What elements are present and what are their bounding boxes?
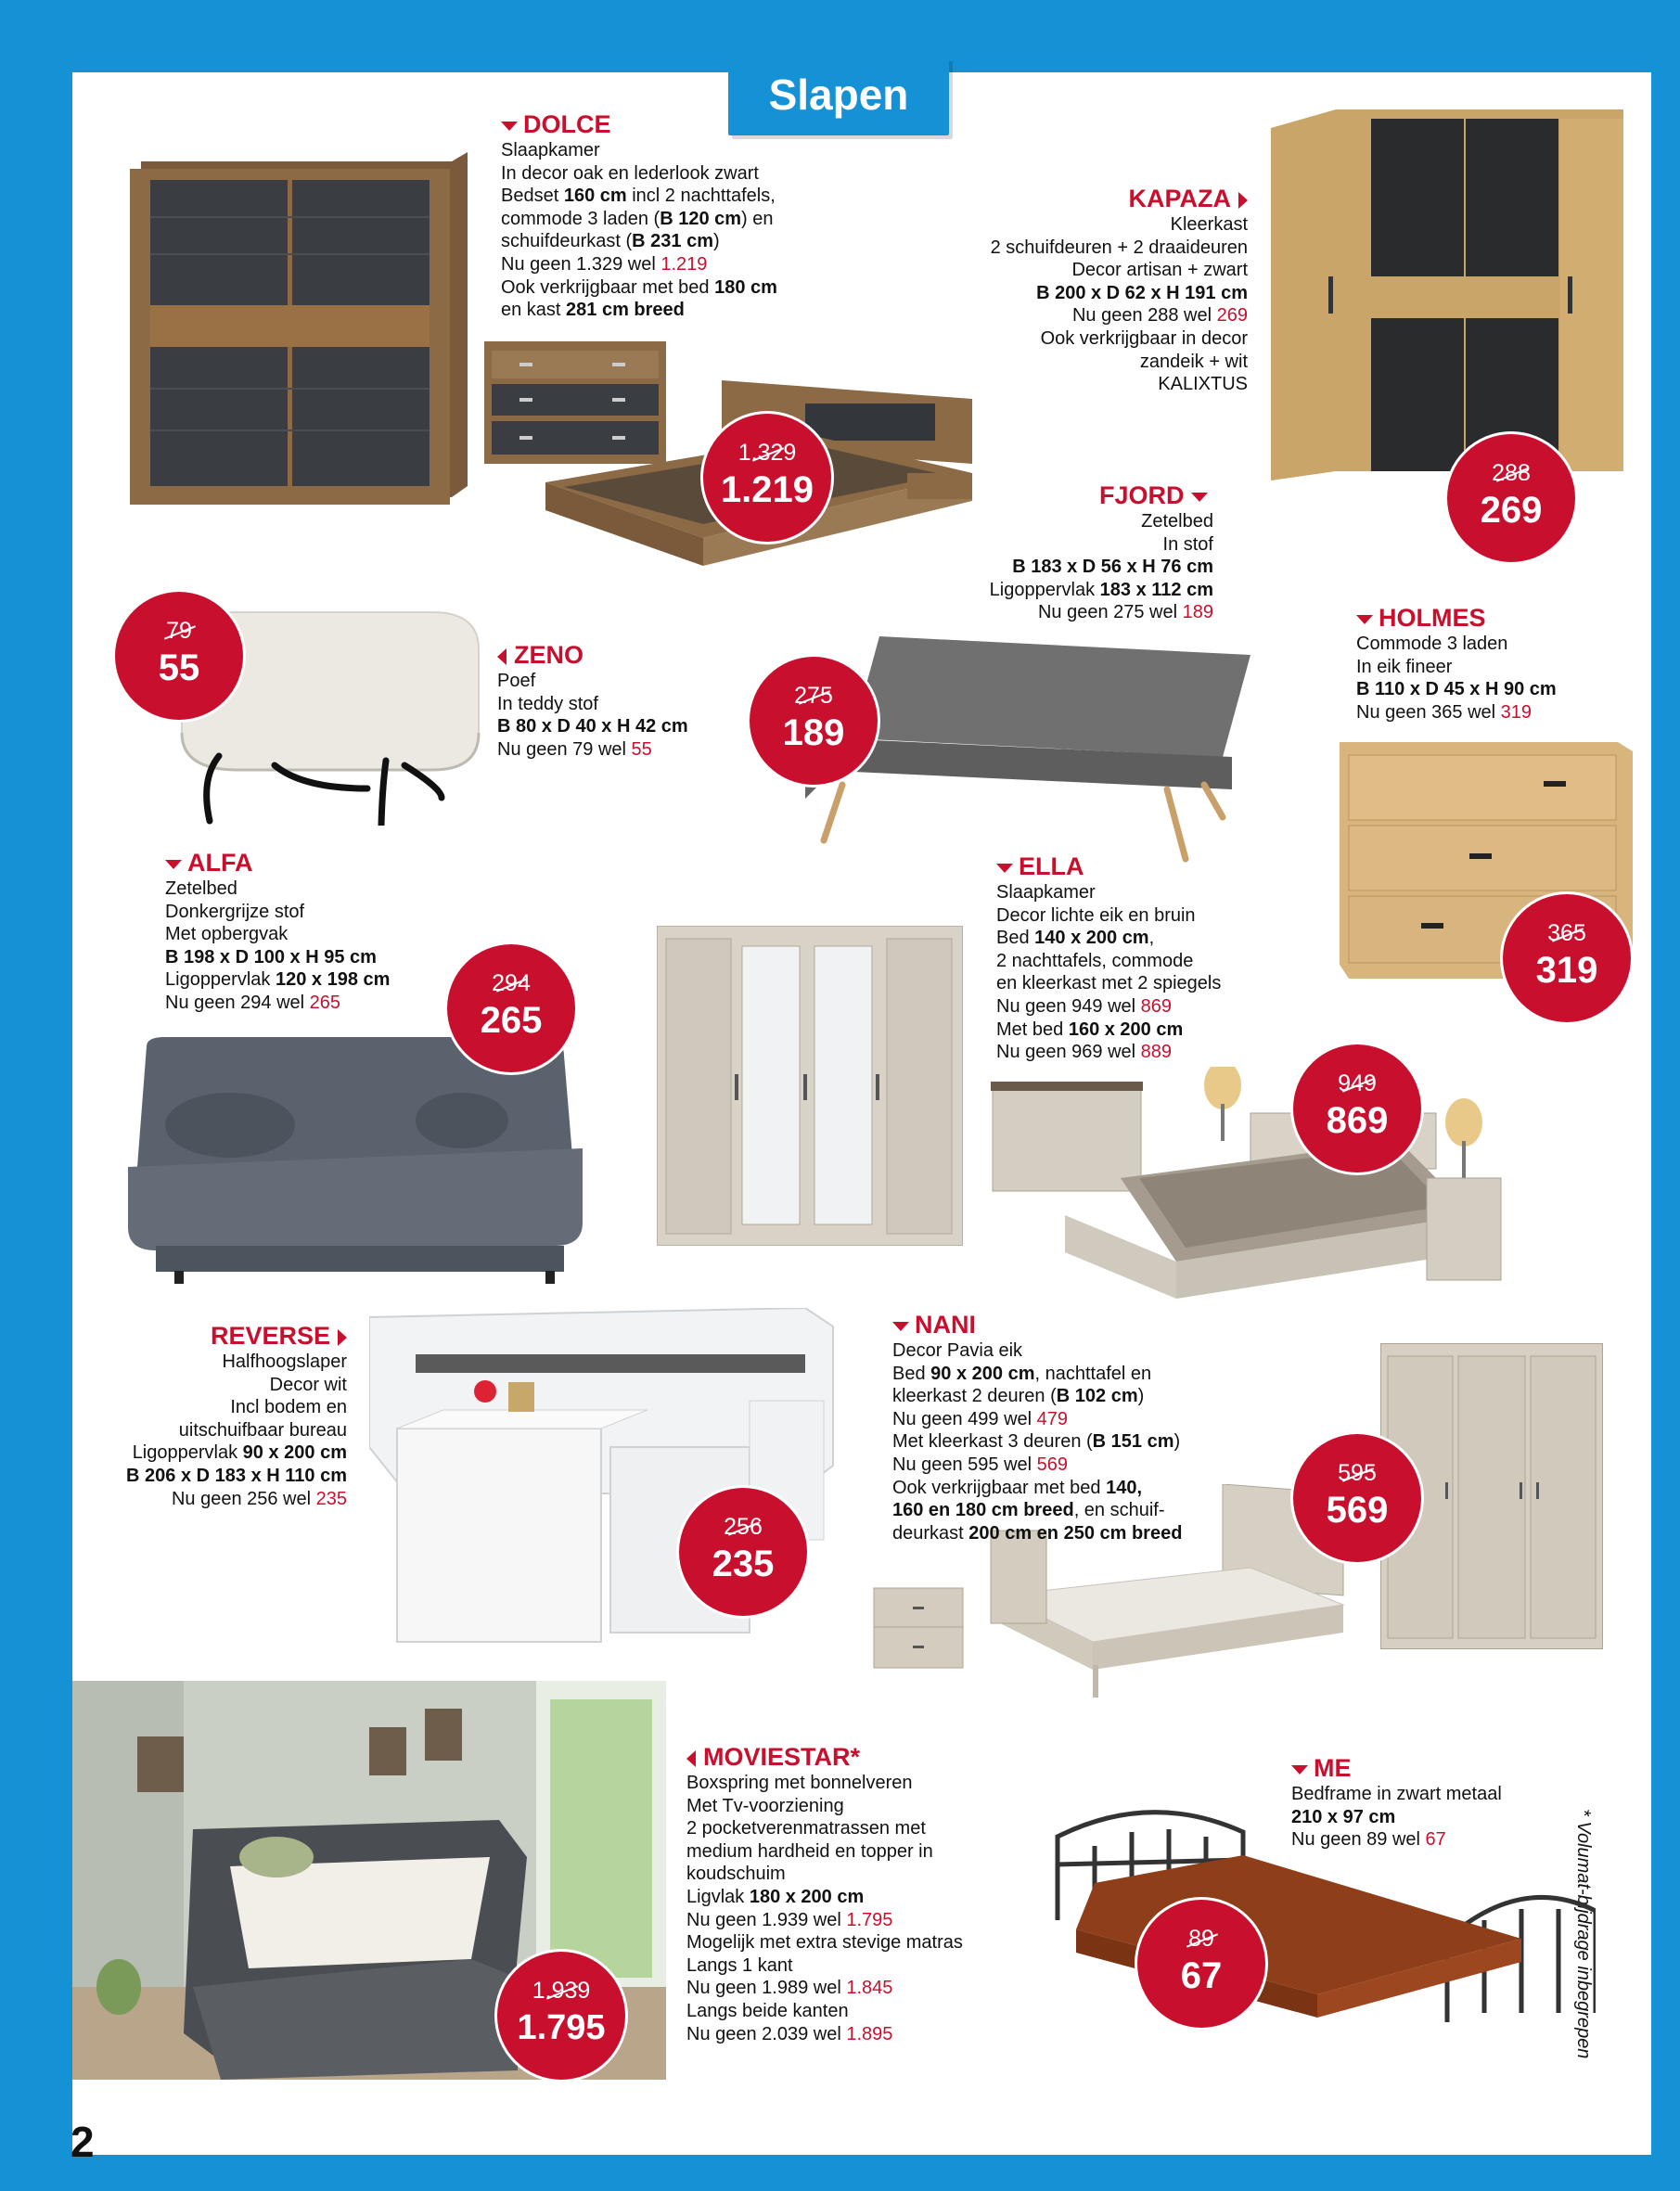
kapaza-price-badge[interactable] — [1447, 434, 1575, 562]
arrow-down-icon — [1291, 1765, 1308, 1775]
kapaza-wardrobe-image — [1271, 109, 1623, 480]
reverse-new-price: 235 — [712, 1544, 775, 1584]
arrow-down-icon — [892, 1322, 909, 1331]
kapaza-new-price: 269 — [1480, 490, 1543, 531]
ella-title[interactable]: ELLA — [996, 852, 1221, 881]
side-note: * Volumat-bijdrage inbegrepen — [1573, 1809, 1594, 2059]
kapaza-title[interactable]: KAPAZA — [928, 184, 1248, 213]
dolce-info: DOLCE Slaapkamer In decor oak en lederlook zwart Bedset 160 cm incl 2 nachttafels, commode 3 laden (B 120 cm) en schuifdeurkast (B 231 cm) Nu geen 1.329 wel 1.219 Ook verkrijgbaar met bed 180 cm en kast 281 cm breed — [501, 110, 777, 321]
holmes-title[interactable]: HOLMES — [1356, 603, 1557, 633]
arrow-down-icon — [1356, 615, 1373, 624]
zeno-price-badge[interactable] — [115, 592, 243, 720]
fjord-title[interactable]: FJORD — [928, 480, 1213, 510]
alfa-price-badge[interactable] — [447, 944, 575, 1072]
zeno-new-price: 55 — [158, 647, 200, 688]
arrow-down-icon — [501, 122, 518, 131]
me-price-badge[interactable] — [1137, 1900, 1265, 2028]
ella-wardrobe-image — [657, 926, 963, 1246]
fjord-price-badge[interactable] — [750, 657, 878, 785]
holmes-new-price: 319 — [1535, 950, 1598, 991]
dolce-title[interactable]: DOLCE — [501, 109, 777, 139]
page-number: 2 — [71, 2118, 95, 2166]
nani-nightstand-image — [872, 1586, 965, 1670]
me-title[interactable]: ME — [1291, 1753, 1502, 1783]
nani-old-price: 595 — [1293, 1460, 1421, 1487]
nani-price-badge[interactable] — [1293, 1434, 1421, 1562]
fjord-info: FJORD Zetelbed In stof B 183 x D 56 x H 76 cm Ligoppervlak 183 x 112 cm Nu geen 275 wel 189 — [928, 480, 1213, 624]
kapaza-info: KAPAZA Kleerkast 2 schuifdeuren + 2 draaideuren Decor artisan + zwart B 200 x D 62 x H 191 cm Nu geen 288 wel 269 Ook verkrijgbaar in decor zandeik + wit KALIXTUS — [928, 184, 1248, 396]
ella-bedset-image — [991, 1067, 1510, 1317]
moviestar-new-price: 1.795 — [517, 2008, 606, 2047]
dolce-wardrobe-image — [122, 152, 470, 514]
dolce-new-price: 1.219 — [720, 469, 814, 510]
me-old-price: 89 — [1137, 1926, 1265, 1953]
arrow-right-icon — [338, 1329, 347, 1346]
alfa-info: ALFA Zetelbed Donkergrijze stof Met opbergvak B 198 x D 100 x H 95 cm Ligoppervlak 120 x 198 cm Nu geen 294 wel 265 — [165, 849, 391, 1013]
kapaza-old-price: 288 — [1447, 460, 1575, 487]
nani-new-price: 569 — [1326, 1490, 1389, 1531]
zeno-info: ZENO Poef In teddy stof B 80 x D 40 x H 42 cm Nu geen 79 wel 55 — [497, 641, 688, 760]
arrow-right-icon — [1238, 192, 1248, 209]
holmes-info: HOLMES Commode 3 laden In eik fineer B 110 x D 45 x H 90 cm Nu geen 365 wel 319 — [1356, 604, 1557, 723]
alfa-old-price: 294 — [447, 970, 575, 997]
moviestar-price-badge[interactable] — [497, 1952, 625, 2080]
moviestar-old-price: 1.939 — [497, 1978, 625, 2005]
holmes-old-price: 365 — [1503, 920, 1631, 947]
dolce-price-badge[interactable] — [703, 414, 831, 542]
nani-title[interactable]: NANI — [892, 1310, 1182, 1339]
me-new-price: 67 — [1180, 1955, 1223, 1996]
ella-old-price: 949 — [1293, 1070, 1421, 1097]
moviestar-title[interactable]: MOVIESTAR* — [686, 1742, 963, 1772]
reverse-title[interactable]: REVERSE — [111, 1321, 347, 1351]
fjord-old-price: 275 — [750, 683, 878, 710]
ella-price-badge[interactable] — [1293, 1044, 1421, 1172]
reverse-price-badge[interactable] — [679, 1488, 807, 1616]
moviestar-info: MOVIESTAR* Boxspring met bonnelveren Met Tv-voorziening 2 pocketverenmatrassen met medium hardheid en topper in koudschuim Ligvlak 180 x 200 cm Nu geen 1.939 wel 1.795 Mogelijk met extra stevige matras Langs 1 kant Nu geen 1.989 wel 1.845 Langs beide kanten Nu geen 2.039 wel 1.895 — [686, 1743, 963, 2044]
ella-info: ELLA Slaapkamer Decor lichte eik en bruin Bed 140 x 200 cm, 2 nachttafels, commode en kleerkast met 2 spiegels Nu geen 949 wel 869 Met bed 160 x 200 cm Nu geen 969 wel 889 — [996, 852, 1222, 1063]
arrow-down-icon — [165, 860, 182, 869]
dolce-old-price: 1.329 — [703, 440, 831, 467]
zeno-title[interactable]: ZENO — [497, 640, 688, 670]
alfa-title[interactable]: ALFA — [165, 848, 390, 878]
nani-info: NANI Decor Pavia eik Bed 90 x 200 cm, nachttafel en kleerkast 2 deuren (B 102 cm) Nu geen 499 wel 479 Met kleerkast 3 deuren (B 151 cm) Nu geen 595 wel 569 Ook verkrijgbaar met bed 140, 160 en 180 cm breed, en schuif- deurkast 200 cm en 250 cm breed — [892, 1311, 1183, 1544]
me-info: ME Bedframe in zwart metaal 210 x 97 cm Nu geen 89 wel 67 — [1291, 1754, 1502, 1851]
arrow-down-icon — [996, 864, 1013, 873]
arrow-left-icon — [686, 1750, 696, 1767]
arrow-down-icon — [1191, 493, 1208, 502]
zeno-old-price: 79 — [115, 618, 243, 645]
arrow-left-icon — [497, 648, 507, 665]
ella-new-price: 869 — [1326, 1100, 1389, 1141]
reverse-info: REVERSE Halfhoogslaper Decor wit Incl bodem en uitschuifbaar bureau Ligoppervlak 90 x 200 cm B 206 x D 183 x H 110 cm Nu geen 256 wel 235 — [111, 1321, 347, 1510]
section-tab[interactable]: Slapen — [728, 58, 949, 135]
alfa-new-price: 265 — [480, 1000, 543, 1041]
reverse-old-price: 256 — [679, 1514, 807, 1541]
holmes-price-badge[interactable] — [1503, 894, 1631, 1022]
fjord-new-price: 189 — [782, 712, 845, 753]
